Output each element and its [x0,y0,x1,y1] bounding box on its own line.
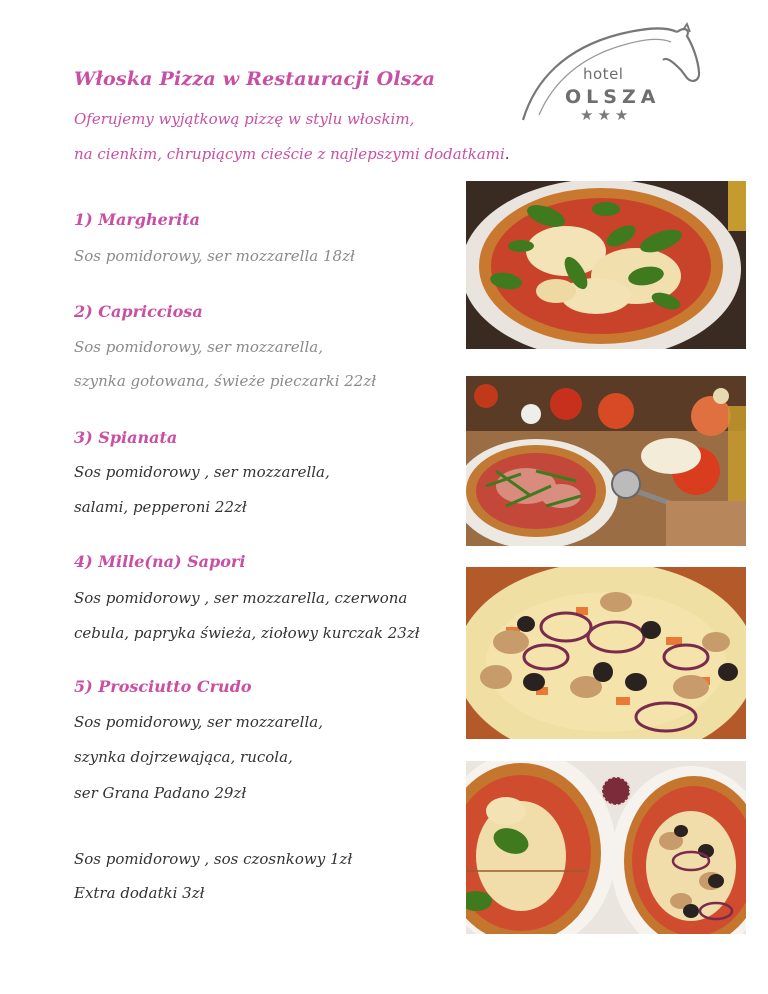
menu-item-2-desc-2: szynka gotowana, świeże pieczarki 22zł [74,372,377,390]
menu-item-1-name: 1) Margherita [74,210,201,229]
menu-item-5-name: 5) Prosciutto Crudo [74,677,252,696]
intro-line-1: Oferujemy wyjątkową pizzę w stylu włoskim, [74,110,415,128]
menu-item-2-name: 2) Capricciosa [74,302,203,321]
menu-item-3-desc-1: Sos pomidorowy , ser mozzarella, [74,463,330,481]
menu-item-5-desc-2: szynka dojrzewająca, rucola, [74,748,293,766]
menu-item-4-desc-2: cebula, papryka świeża, ziołowy kurczak 23zł [74,624,420,642]
menu-item-5-desc-1: Sos pomidorowy, ser mozzarella, [74,713,323,731]
extras-sauce: Sos pomidorowy , sos czosnkowy 1zł [74,850,353,868]
margherita-photo [466,181,746,349]
spianata-photo [466,376,746,546]
logo-stars: ★★★ [580,106,633,124]
menu-item-3-name: 3) Spianata [74,428,178,447]
menu-item-5-desc-3: ser Grana Padano 29zł [74,784,247,802]
logo-hotel-text: hotel [583,65,624,83]
menu-item-4-name: 4) Mille(na) Sapori [74,552,246,571]
logo-olsza-text: OLSZA [565,86,661,108]
menu-item-1-desc: Sos pomidorowy, ser mozzarella 18zł [74,247,355,265]
prosciutto-crudo-photo [466,761,746,934]
menu-item-3-desc-2: salami, pepperoni 22zł [74,498,247,516]
mille-sapori-photo [466,567,746,739]
menu-item-2-desc-1: Sos pomidorowy, ser mozzarella, [74,338,323,356]
intro-line-2: na cienkim, chrupiącym cieście z najlepszymi dodatkami. [74,145,510,163]
extras-toppings: Extra dodatki 3zł [74,884,205,902]
menu-item-4-desc-1: Sos pomidorowy , ser mozzarella, czerwona [74,589,408,607]
page-title: Włoska Pizza w Restauracji Olsza [74,68,436,90]
